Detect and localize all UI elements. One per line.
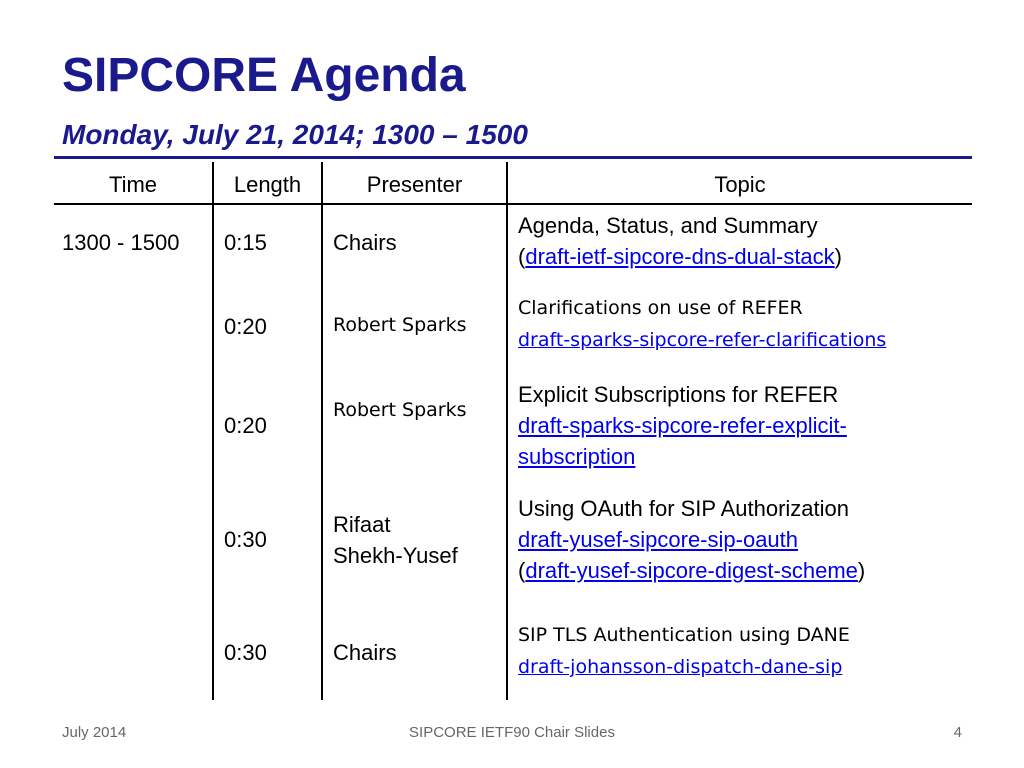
slide-subtitle: Monday, July 21, 2014; 1300 – 1500: [62, 119, 528, 150]
paren: (: [518, 244, 526, 269]
draft-link[interactable]: draft-ietf-sipcore-dns-dual-stack: [525, 244, 835, 269]
draft-line: [518, 325, 886, 356]
page-number: 4: [953, 724, 962, 741]
length-cell: 0:20: [224, 314, 267, 339]
paren: ): [834, 244, 842, 269]
paren: (: [518, 558, 526, 583]
length-cell: 0:30: [224, 527, 267, 552]
draft-link[interactable]: draft-sparks-sipcore-refer-clarifications: [518, 329, 887, 351]
presenter-cell: Robert Sparks: [333, 314, 467, 336]
presenter-cell: Robert Sparks: [333, 399, 467, 421]
length-cell: 0:30: [224, 640, 267, 665]
topic-title: Using OAuth for SIP Authorization: [518, 496, 849, 521]
column-divider: [212, 162, 214, 700]
draft-link[interactable]: draft-yusef-sipcore-sip-oauth: [518, 527, 799, 552]
header-topic: Topic: [714, 172, 766, 197]
length-cell: 0:20: [224, 413, 267, 438]
draft-line: [518, 242, 842, 272]
draft-link[interactable]: draft-johansson-dispatch-dane-sip: [518, 656, 843, 678]
draft-line: [518, 442, 635, 472]
time-cell: 1300 - 1500: [62, 230, 180, 255]
presenter-cell: Shekh-Yusef: [333, 543, 458, 568]
draft-link[interactable]: draft-sparks-sipcore-refer-explicit-: [518, 413, 847, 438]
header-time: Time: [108, 172, 158, 197]
slide-title: SIPCORE Agenda: [62, 49, 466, 102]
length-cell: 0:15: [224, 230, 267, 255]
draft-link[interactable]: subscription: [518, 444, 636, 469]
header-length: Length: [233, 172, 302, 197]
draft-link[interactable]: draft-yusef-sipcore-digest-scheme: [525, 558, 858, 583]
column-divider: [506, 162, 508, 700]
draft-line: [518, 411, 847, 441]
presenter-cell: Rifaat: [333, 512, 391, 537]
footer-date: July 2014: [62, 724, 127, 741]
footer-title: SIPCORE IETF90 Chair Slides: [409, 724, 615, 741]
presenter-cell: Chairs: [333, 640, 397, 665]
topic-title: Clarifications on use of REFER: [518, 297, 803, 319]
topic-title: Agenda, Status, and Summary: [518, 213, 818, 238]
draft-line: [518, 525, 798, 555]
presenter-cell: Chairs: [333, 230, 397, 255]
draft-line: [518, 652, 842, 683]
draft-line: [518, 556, 865, 586]
title-divider: [54, 156, 972, 159]
column-divider: [321, 162, 323, 700]
topic-title: Explicit Subscriptions for REFER: [518, 382, 839, 407]
header-presenter: Presenter: [366, 172, 463, 197]
topic-title: SIP TLS Authentication using DANE: [518, 624, 850, 646]
paren: ): [857, 558, 866, 583]
header-divider: [54, 203, 972, 205]
